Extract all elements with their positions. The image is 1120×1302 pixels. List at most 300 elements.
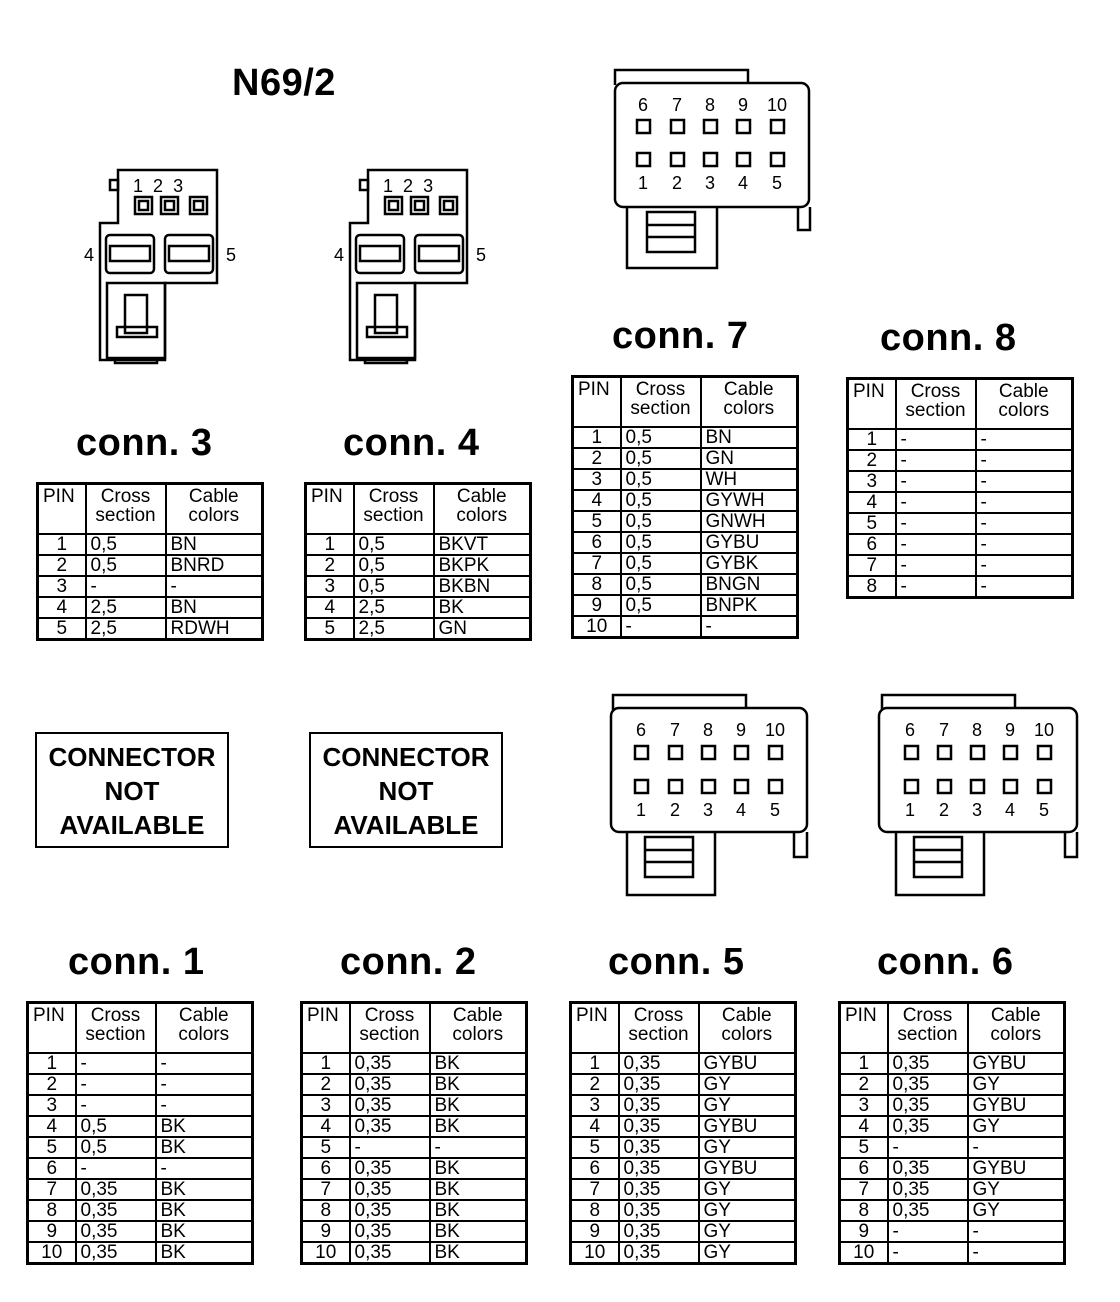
table-row <box>571 1074 796 1095</box>
cross-section-cell: 2,5 <box>86 597 166 618</box>
cross-section-cell: 0,35 <box>619 1179 699 1200</box>
cross-section-cell: 0,35 <box>619 1221 699 1242</box>
cross-section-cell: 0,35 <box>76 1179 156 1200</box>
table-row <box>573 574 798 595</box>
cable-color-cell: - <box>156 1053 253 1074</box>
cross-section-cell: 0,35 <box>350 1095 430 1116</box>
table-row <box>302 1095 527 1116</box>
pin-cell: 4 <box>571 1116 619 1137</box>
cable-color-cell: GY <box>699 1095 796 1116</box>
large-connector-mid-left-pin-label: 3 <box>703 800 714 820</box>
cross-section-cell: 0,35 <box>76 1242 156 1264</box>
cable-color-cell: BKVT <box>434 534 531 555</box>
table-row <box>28 1095 253 1116</box>
cross-section-cell: 0,35 <box>350 1179 430 1200</box>
cross-section-cell: 0,5 <box>86 534 166 555</box>
cable-color-cell: GYWH <box>701 490 798 511</box>
small-connector-left-pin4: 4 <box>84 245 95 265</box>
table-row <box>848 471 1073 492</box>
table-row <box>28 1200 253 1221</box>
pin-cell: 9 <box>28 1221 76 1242</box>
pin-cell: 6 <box>848 534 896 555</box>
cross-section-cell: 0,35 <box>619 1158 699 1179</box>
cross-section-cell: 0,5 <box>621 427 701 448</box>
pin-cell: 2 <box>306 555 354 576</box>
pin-cell: 4 <box>840 1116 888 1137</box>
table-row <box>573 532 798 553</box>
pin-cell: 3 <box>302 1095 350 1116</box>
pin-cell: 3 <box>848 471 896 492</box>
large-connector-mid-left-pin-label: 9 <box>736 720 747 740</box>
pin-cell: 1 <box>573 427 621 448</box>
table-row <box>840 1242 1065 1264</box>
cable-color-cell: - <box>166 576 263 597</box>
large-connector-mid-right-pin-label: 8 <box>972 720 983 740</box>
cross-section-header: Cross section <box>619 1003 699 1054</box>
table-row <box>38 597 263 618</box>
cable-color-cell: BK <box>156 1179 253 1200</box>
table-row <box>848 555 1073 576</box>
cross-section-header: Cross section <box>86 484 166 535</box>
table-row <box>302 1242 527 1264</box>
small-connector-left-top-labels: 1 2 3 <box>133 176 184 196</box>
large-connector-mid-right-pin-label: 9 <box>1005 720 1016 740</box>
cable-color-cell: - <box>976 555 1073 576</box>
cable-color-cell: - <box>968 1137 1065 1158</box>
table-row <box>573 553 798 574</box>
cross-section-cell: 0,5 <box>621 574 701 595</box>
large-connector-mid-left-pin-label: 5 <box>770 800 781 820</box>
cross-section-cell: - <box>896 576 976 598</box>
table-row <box>573 616 798 638</box>
cross-section-cell: 0,5 <box>621 448 701 469</box>
table-row <box>302 1221 527 1242</box>
pin-cell: 2 <box>38 555 86 576</box>
cable-color-cell: BK <box>430 1179 527 1200</box>
table-row <box>28 1074 253 1095</box>
cable-color-cell: BNPK <box>701 595 798 616</box>
pin-cell: 3 <box>840 1095 888 1116</box>
pin-cell: 3 <box>573 469 621 490</box>
cable-color-cell: - <box>156 1095 253 1116</box>
cross-section-cell: 0,35 <box>888 1053 968 1074</box>
table-header-row <box>840 1003 1065 1054</box>
small-connector-right-top-labels: 1 2 3 <box>383 176 434 196</box>
cable-color-cell: GYBU <box>699 1053 796 1074</box>
pin-header: PIN <box>302 1003 350 1054</box>
table-row <box>28 1053 253 1074</box>
pin-cell: 7 <box>302 1179 350 1200</box>
table-header-row <box>573 377 798 428</box>
cross-section-header: Cross section <box>621 377 701 428</box>
large-connector-mid-right-pin-label: 6 <box>905 720 916 740</box>
large-connector-mid-left-pin-label: 4 <box>736 800 747 820</box>
pin-cell: 10 <box>302 1242 350 1264</box>
pin-cell: 6 <box>302 1158 350 1179</box>
table-row <box>848 450 1073 471</box>
cable-color-cell: - <box>156 1158 253 1179</box>
pin-cell: 4 <box>302 1116 350 1137</box>
cable-color-cell: BK <box>430 1053 527 1074</box>
cable-color-cell: RDWH <box>166 618 263 640</box>
table-row <box>28 1158 253 1179</box>
cross-section-cell: 2,5 <box>354 597 434 618</box>
conn3-pin-table <box>36 482 264 641</box>
cross-section-cell: 2,5 <box>354 618 434 640</box>
table-row <box>28 1221 253 1242</box>
table-row <box>848 492 1073 513</box>
conn2-title: conn. 2 <box>340 941 477 983</box>
cross-section-cell: 0,5 <box>621 553 701 574</box>
table-row <box>571 1137 796 1158</box>
pin-cell: 3 <box>38 576 86 597</box>
cross-section-cell: - <box>76 1074 156 1095</box>
cable-colors-header: Cable colors <box>701 377 798 428</box>
cable-color-cell: BK <box>430 1158 527 1179</box>
pin-cell: 1 <box>28 1053 76 1074</box>
large-connector-top-pin-label: 5 <box>772 173 783 193</box>
table-row <box>571 1116 796 1137</box>
cross-section-header: Cross section <box>76 1003 156 1054</box>
pin-cell: 2 <box>302 1074 350 1095</box>
cross-section-cell: 0,5 <box>621 469 701 490</box>
pin-cell: 4 <box>573 490 621 511</box>
cable-color-cell: BNGN <box>701 574 798 595</box>
cross-section-cell: 0,5 <box>76 1137 156 1158</box>
conn8-title: conn. 8 <box>880 317 1017 359</box>
pin-header: PIN <box>840 1003 888 1054</box>
cable-color-cell: GYBU <box>699 1116 796 1137</box>
table-row <box>573 427 798 448</box>
table-row <box>38 555 263 576</box>
cable-color-cell: BNRD <box>166 555 263 576</box>
table-row <box>38 534 263 555</box>
cable-color-cell: GY <box>968 1200 1065 1221</box>
large-connector-mid-left-pin-label: 10 <box>765 720 786 740</box>
cross-section-cell: 0,35 <box>350 1074 430 1095</box>
table-row <box>302 1179 527 1200</box>
table-row <box>302 1116 527 1137</box>
cable-colors-header: Cable colors <box>430 1003 527 1054</box>
pin-cell: 5 <box>28 1137 76 1158</box>
cable-color-cell: GYBU <box>968 1158 1065 1179</box>
table-row <box>840 1074 1065 1095</box>
cable-colors-header: Cable colors <box>166 484 263 535</box>
cable-color-cell: BN <box>166 597 263 618</box>
cable-color-cell: GNWH <box>701 511 798 532</box>
table-row <box>28 1179 253 1200</box>
cable-color-cell: BK <box>430 1221 527 1242</box>
cross-section-cell: 0,5 <box>86 555 166 576</box>
cross-section-cell: 0,5 <box>354 534 434 555</box>
large-connector-mid-right-pin-label: 4 <box>1005 800 1016 820</box>
cross-section-cell: 0,5 <box>621 511 701 532</box>
cross-section-cell: 0,35 <box>619 1137 699 1158</box>
conn6-title: conn. 6 <box>877 941 1014 983</box>
pin-cell: 2 <box>840 1074 888 1095</box>
conn8-pin-table <box>846 377 1074 599</box>
cross-section-header: Cross section <box>354 484 434 535</box>
conn5-title: conn. 5 <box>608 941 745 983</box>
table-row <box>573 490 798 511</box>
table-row <box>306 534 531 555</box>
pin-cell: 5 <box>302 1137 350 1158</box>
cable-color-cell: GYBU <box>968 1053 1065 1074</box>
cross-section-cell: - <box>896 513 976 534</box>
cable-color-cell: - <box>976 429 1073 450</box>
cross-section-cell: - <box>888 1221 968 1242</box>
pin-cell: 2 <box>848 450 896 471</box>
cable-colors-header: Cable colors <box>156 1003 253 1054</box>
cable-color-cell: - <box>976 513 1073 534</box>
cross-section-cell: 0,35 <box>350 1200 430 1221</box>
pin-cell: 6 <box>573 532 621 553</box>
cross-section-cell: - <box>896 429 976 450</box>
table-row <box>306 618 531 640</box>
cable-color-cell: GY <box>699 1242 796 1264</box>
cable-color-cell: - <box>976 450 1073 471</box>
cable-color-cell: - <box>976 492 1073 513</box>
cable-color-cell: BN <box>701 427 798 448</box>
pin-cell: 4 <box>306 597 354 618</box>
large-connector-mid-right-pin-label: 5 <box>1039 800 1050 820</box>
cable-color-cell: BK <box>430 1200 527 1221</box>
large-connector-mid-left-pin-label: 8 <box>703 720 714 740</box>
cable-color-cell: GYBK <box>701 553 798 574</box>
conn5-pin-table <box>569 1001 797 1265</box>
cable-color-cell: - <box>976 534 1073 555</box>
cable-color-cell: GY <box>699 1137 796 1158</box>
cable-color-cell: BN <box>166 534 263 555</box>
large-connector-mid-left-pin-label: 2 <box>670 800 681 820</box>
table-row <box>571 1053 796 1074</box>
table-header-row <box>848 379 1073 430</box>
cable-color-cell: GYBU <box>701 532 798 553</box>
pin-cell: 10 <box>28 1242 76 1264</box>
cross-section-cell: - <box>896 471 976 492</box>
small-connector-right-pin4: 4 <box>334 245 345 265</box>
table-row <box>302 1053 527 1074</box>
table-row <box>840 1179 1065 1200</box>
cable-color-cell: GY <box>968 1116 1065 1137</box>
pin-cell: 4 <box>848 492 896 513</box>
cable-color-cell: GY <box>699 1179 796 1200</box>
pin-cell: 9 <box>840 1221 888 1242</box>
cross-section-cell: 0,35 <box>619 1242 699 1264</box>
conn3-title: conn. 3 <box>76 422 213 464</box>
pin-cell: 7 <box>848 555 896 576</box>
cable-color-cell: GY <box>699 1074 796 1095</box>
cable-colors-header: Cable colors <box>434 484 531 535</box>
small-connector-right-pin5: 5 <box>476 245 487 265</box>
cross-section-cell: 0,5 <box>76 1116 156 1137</box>
pin-cell: 3 <box>28 1095 76 1116</box>
conn4-title: conn. 4 <box>343 422 480 464</box>
pin-header: PIN <box>28 1003 76 1054</box>
cross-section-cell: 0,5 <box>354 555 434 576</box>
pin-cell: 3 <box>571 1095 619 1116</box>
table-header-row <box>38 484 263 535</box>
cross-section-cell: 0,35 <box>888 1074 968 1095</box>
table-row <box>306 576 531 597</box>
cable-color-cell: - <box>430 1137 527 1158</box>
cable-color-cell: GY <box>699 1200 796 1221</box>
cross-section-cell: 0,35 <box>619 1074 699 1095</box>
conn2-pin-table <box>300 1001 528 1265</box>
table-row <box>840 1221 1065 1242</box>
cable-colors-header: Cable colors <box>976 379 1073 430</box>
conn7-title: conn. 7 <box>612 315 749 357</box>
pin-cell: 3 <box>306 576 354 597</box>
cross-section-cell: - <box>76 1158 156 1179</box>
pin-cell: 1 <box>38 534 86 555</box>
cross-section-cell: - <box>350 1137 430 1158</box>
pin-cell: 10 <box>573 616 621 638</box>
table-row <box>571 1158 796 1179</box>
table-row <box>302 1074 527 1095</box>
cable-color-cell: BK <box>156 1200 253 1221</box>
cable-color-cell: BKPK <box>434 555 531 576</box>
pin-cell: 8 <box>302 1200 350 1221</box>
pin-cell: 9 <box>302 1221 350 1242</box>
table-row <box>302 1158 527 1179</box>
pin-header: PIN <box>306 484 354 535</box>
cross-section-cell: - <box>621 616 701 638</box>
cable-color-cell: BK <box>156 1116 253 1137</box>
cross-section-cell: - <box>76 1053 156 1074</box>
table-row <box>571 1242 796 1264</box>
cross-section-cell: - <box>896 492 976 513</box>
pin-cell: 5 <box>306 618 354 640</box>
cable-color-cell: BK <box>430 1242 527 1264</box>
small-connector-left-pin5: 5 <box>226 245 237 265</box>
pin-cell: 7 <box>571 1179 619 1200</box>
large-connector-top-pin-label: 4 <box>738 173 749 193</box>
large-connector-mid-right-pin-label: 1 <box>905 800 916 820</box>
table-row <box>571 1221 796 1242</box>
table-row <box>571 1200 796 1221</box>
pin-cell: 1 <box>848 429 896 450</box>
table-row <box>28 1116 253 1137</box>
cross-section-cell: 0,35 <box>350 1221 430 1242</box>
table-row <box>840 1137 1065 1158</box>
table-row <box>38 576 263 597</box>
large-connector-mid-left-pin-label: 6 <box>636 720 647 740</box>
pin-cell: 8 <box>840 1200 888 1221</box>
table-row <box>306 555 531 576</box>
table-row <box>38 618 263 640</box>
large-connector-mid-left-pin-label: 1 <box>636 800 647 820</box>
cross-section-cell: 0,35 <box>619 1053 699 1074</box>
cross-section-cell: - <box>896 450 976 471</box>
pin-cell: 9 <box>573 595 621 616</box>
cross-section-cell: 0,35 <box>888 1179 968 1200</box>
pin-header: PIN <box>848 379 896 430</box>
table-row <box>840 1116 1065 1137</box>
cable-color-cell: - <box>976 576 1073 598</box>
cross-section-cell: 0,35 <box>350 1242 430 1264</box>
cable-color-cell: - <box>976 471 1073 492</box>
cross-section-cell: 0,35 <box>350 1158 430 1179</box>
table-header-row <box>28 1003 253 1054</box>
cable-color-cell: - <box>156 1074 253 1095</box>
pin-header: PIN <box>573 377 621 428</box>
table-row <box>840 1200 1065 1221</box>
cross-section-header: Cross section <box>896 379 976 430</box>
cross-section-cell: - <box>896 534 976 555</box>
table-row <box>840 1053 1065 1074</box>
cable-color-cell: GYBU <box>968 1095 1065 1116</box>
cable-color-cell: GY <box>968 1179 1065 1200</box>
table-row <box>848 534 1073 555</box>
large-connector-top-pin-label: 8 <box>705 95 716 115</box>
cross-section-header: Cross section <box>350 1003 430 1054</box>
cross-section-cell: - <box>888 1137 968 1158</box>
conn4-pin-table <box>304 482 532 641</box>
cable-color-cell: BK <box>156 1242 253 1264</box>
cross-section-cell: 0,35 <box>888 1200 968 1221</box>
connector-not-available-left: CONNECTOR NOT AVAILABLE <box>35 732 229 848</box>
pin-cell: 1 <box>571 1053 619 1074</box>
large-connector-top-pin-label: 7 <box>672 95 683 115</box>
table-row <box>573 595 798 616</box>
large-connector-mid-right-pin-label: 10 <box>1034 720 1055 740</box>
cross-section-cell: 0,35 <box>619 1116 699 1137</box>
cross-section-cell: - <box>86 576 166 597</box>
conn1-title: conn. 1 <box>68 941 205 983</box>
cross-section-cell: - <box>76 1095 156 1116</box>
cross-section-cell: 0,5 <box>354 576 434 597</box>
pin-cell: 8 <box>573 574 621 595</box>
conn6-pin-table <box>838 1001 1066 1265</box>
table-row <box>571 1095 796 1116</box>
cable-color-cell: GN <box>434 618 531 640</box>
cross-section-cell: - <box>888 1242 968 1264</box>
pin-cell: 6 <box>571 1158 619 1179</box>
cross-section-cell: 0,35 <box>76 1221 156 1242</box>
cross-section-cell: 0,35 <box>619 1095 699 1116</box>
pin-cell: 7 <box>28 1179 76 1200</box>
table-row <box>573 448 798 469</box>
large-connector-top-pin-label: 9 <box>738 95 749 115</box>
table-header-row <box>302 1003 527 1054</box>
cross-section-cell: 0,35 <box>888 1116 968 1137</box>
table-header-row <box>571 1003 796 1054</box>
cable-color-cell: BK <box>156 1137 253 1158</box>
cable-color-cell: BK <box>430 1095 527 1116</box>
pin-cell: 10 <box>840 1242 888 1264</box>
pin-cell: 1 <box>302 1053 350 1074</box>
cross-section-cell: 0,35 <box>350 1116 430 1137</box>
table-row <box>571 1179 796 1200</box>
cross-section-cell: 0,5 <box>621 490 701 511</box>
large-connector-top-pin-label: 3 <box>705 173 716 193</box>
pin-cell: 5 <box>571 1137 619 1158</box>
pin-cell: 5 <box>573 511 621 532</box>
cable-color-cell: BKBN <box>434 576 531 597</box>
large-connector-top-pin-label: 10 <box>767 95 788 115</box>
large-connector-mid-right-pin-label: 3 <box>972 800 983 820</box>
large-connector-mid-right-pin-label: 2 <box>939 800 950 820</box>
table-row <box>302 1137 527 1158</box>
cable-color-cell: GY <box>699 1221 796 1242</box>
pin-cell: 2 <box>28 1074 76 1095</box>
cross-section-cell: 0,5 <box>621 532 701 553</box>
pin-cell: 10 <box>571 1242 619 1264</box>
pin-cell: 6 <box>840 1158 888 1179</box>
cross-section-cell: 0,35 <box>76 1200 156 1221</box>
pin-cell: 7 <box>840 1179 888 1200</box>
